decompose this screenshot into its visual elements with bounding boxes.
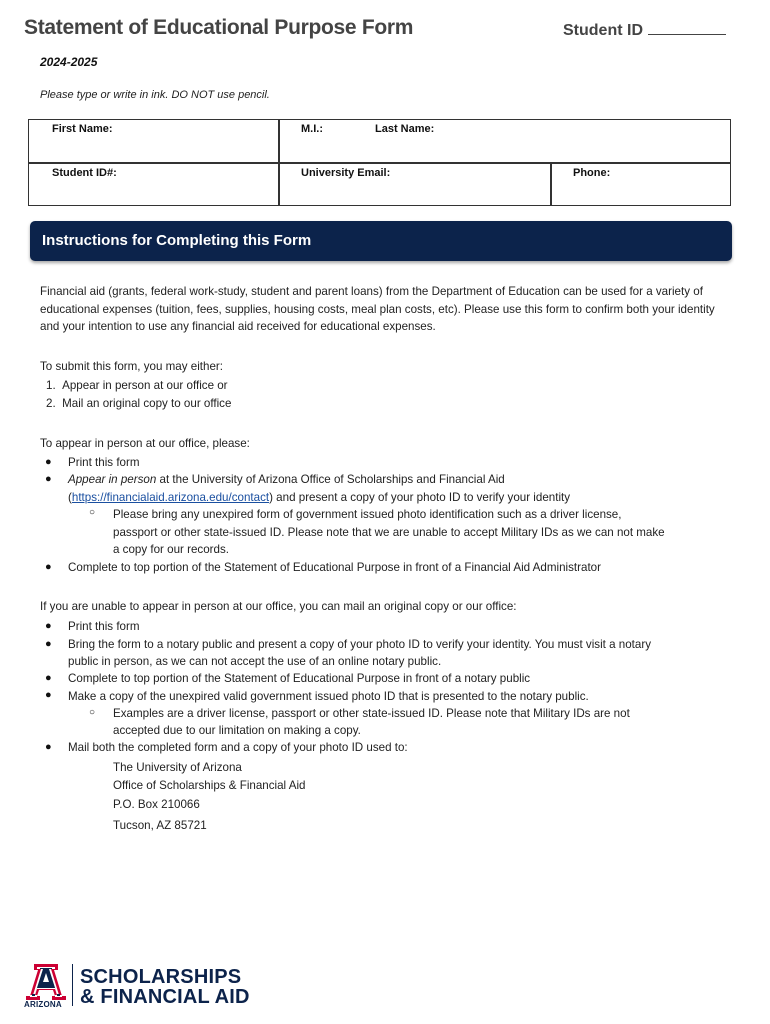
column-divider-phone — [550, 162, 552, 206]
student-info-table — [28, 119, 731, 206]
academic-year: 2024-2025 — [40, 55, 98, 69]
bullet-icon: ● — [45, 689, 52, 701]
logo-divider — [72, 964, 73, 1006]
bullet-icon: ● — [45, 638, 52, 650]
in-person-sub-2: passport or other state-issued ID. Please note that we are unable to accept Military IDs as we can not make — [113, 526, 665, 539]
in-person-item-1: Print this form — [68, 456, 140, 469]
mail-item-2: Bring the form to a notary public and present a copy of your photo ID to verify your identity. You must visit a notary — [68, 638, 651, 651]
arizona-wordmark: ARIZONA — [24, 1000, 62, 1009]
bullet-icon: ● — [45, 473, 52, 485]
row-divider — [29, 162, 730, 164]
address-line-3: P.O. Box 210066 — [113, 798, 200, 811]
circle-bullet-icon: ○ — [89, 507, 96, 518]
address-line-1: The University of Arizona — [113, 761, 242, 774]
in-person-sub-3: a copy for our records. — [113, 543, 229, 556]
address-line-4: Tucson, AZ 85721 — [113, 819, 207, 832]
column-divider — [278, 120, 280, 205]
ink-note: Please type or write in ink. DO NOT use pencil. — [40, 89, 270, 101]
in-person-heading: To appear in person at our office, please: — [40, 437, 250, 450]
circle-bullet-icon: ○ — [89, 707, 96, 718]
student-id-label: Student ID — [563, 22, 643, 39]
university-email-field[interactable]: University Email: — [301, 167, 391, 179]
address-line-2: Office of Scholarships & Financial Aid — [113, 779, 306, 792]
last-name-field[interactable]: Last Name: — [375, 123, 435, 135]
mail-item-5: Mail both the completed form and a copy of your photo ID used to: — [68, 741, 408, 754]
in-person-item-2-cont: (https://financialaid.arizona.edu/contact) and present a copy of your photo ID to verify your identity — [68, 491, 571, 504]
logo-line-1: SCHOLARSHIPS — [80, 966, 242, 988]
bullet-icon: ● — [45, 561, 52, 573]
contact-link[interactable]: https://financialaid.arizona.edu/contact — [71, 491, 270, 504]
scholarships-logo — [24, 962, 254, 1012]
submit-option-2: 2. Mail an original copy to our office — [46, 397, 232, 410]
student-id-number-field[interactable]: Student ID#: — [52, 167, 117, 179]
submit-heading: To submit this form, you may either: — [40, 360, 223, 373]
bullet-icon: ● — [45, 456, 52, 468]
in-person-sub-1: Please bring any unexpired form of government issued photo identification such as a driver license, — [113, 508, 622, 521]
first-name-field[interactable]: First Name: — [52, 123, 113, 135]
instructions-banner — [30, 221, 732, 261]
arizona-a-icon — [24, 962, 68, 1000]
mail-sub-1: Examples are a driver license, passport or other state-issued ID. Please note that Military IDs are not — [113, 707, 630, 720]
student-id-field[interactable] — [563, 20, 726, 40]
in-person-item-3: Complete to top portion of the Statement of Educational Purpose in front of a Financial Aid Administrator — [68, 561, 601, 574]
mail-item-3: Complete to top portion of the Statement of Educational Purpose in front of a notary public — [68, 672, 531, 685]
bullet-icon: ● — [45, 672, 52, 684]
bullet-icon: ● — [45, 741, 52, 753]
intro-paragraph: Financial aid (grants, federal work-study, student and parent loans) from the Department of Education can be used for a variety of educational expenses (tuition, fees, supplies, housing costs, meal plan costs, etc). Please use this form to confirm both your identity and your intention to use any financial aid received for educational expenses. — [40, 285, 715, 333]
phone-field[interactable]: Phone: — [573, 167, 611, 179]
mail-item-4: Make a copy of the unexpired valid government issued photo ID that is presented to the notary public. — [68, 690, 589, 703]
mi-field[interactable]: M.I.: — [301, 123, 323, 135]
logo-line-2: & FINANCIAL AID — [80, 986, 250, 1008]
page-title: Statement of Educational Purpose Form — [24, 16, 414, 39]
student-id-blank[interactable] — [648, 20, 726, 35]
instructions-heading: Instructions for Completing this Form — [42, 232, 312, 249]
in-person-item-2: Appear in person at the University of Arizona Office of Scholarships and Financial Aid — [68, 473, 505, 486]
mail-item-1: Print this form — [68, 620, 140, 633]
bullet-icon: ● — [45, 620, 52, 632]
mail-item-2-cont: public in person, as we can not accept the use of an online notary public. — [68, 655, 442, 668]
mail-sub-2: accepted due to our limitation on making a copy. — [113, 724, 361, 737]
submit-option-1: 1. Appear in person at our office or — [46, 379, 228, 392]
mail-heading: If you are unable to appear in person at our office, you can mail an original copy or our office: — [40, 600, 517, 613]
